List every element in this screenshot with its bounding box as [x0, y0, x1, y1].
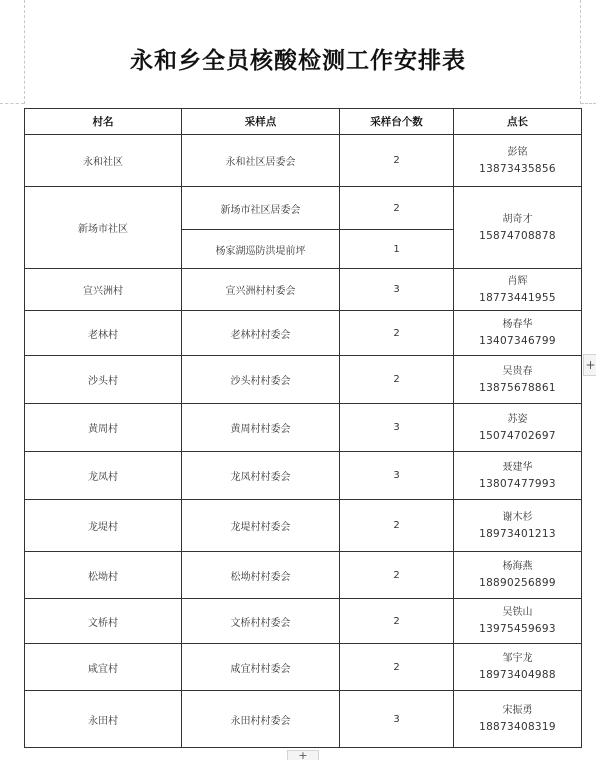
header-leader: 点长	[454, 109, 582, 135]
site-cell: 杨家湖巡防洪堤前坪	[182, 230, 340, 269]
table-row	[25, 644, 582, 691]
count-cell: 3	[340, 404, 454, 452]
site-cell: 龙堤村村委会	[182, 500, 340, 552]
count-cell: 2	[340, 644, 454, 691]
village-cell: 老林村	[25, 311, 182, 356]
table-header-row	[25, 109, 582, 135]
village-cell: 咸宜村	[25, 644, 182, 691]
leader-name: 彭铭	[507, 146, 528, 158]
schedule-table	[24, 108, 582, 748]
table-row	[25, 452, 582, 500]
leader-cell	[454, 452, 582, 500]
leader-cell	[454, 599, 582, 644]
leader-cell	[454, 269, 582, 311]
leader-cell	[454, 691, 582, 748]
count-cell: 2	[340, 135, 454, 187]
table-row	[25, 269, 582, 311]
leader-name: 吴铁山	[502, 607, 533, 618]
leader-phone: 18973404988	[479, 669, 556, 681]
table-row	[25, 691, 582, 748]
village-cell: 松坳村	[25, 552, 182, 599]
count-cell: 2	[340, 311, 454, 356]
site-cell: 咸宜村村委会	[182, 644, 340, 691]
village-cell: 新场市社区	[25, 187, 182, 269]
count-cell: 2	[340, 187, 454, 230]
add-row-button[interactable]: +	[287, 750, 319, 760]
count-cell: 2	[340, 356, 454, 404]
table-row	[25, 311, 582, 356]
site-cell: 永和社区居委会	[182, 135, 340, 187]
margin-guide-top-right	[581, 103, 596, 104]
leader-cell	[454, 187, 582, 269]
table-row	[25, 356, 582, 404]
header-count: 采样台个数	[340, 109, 454, 135]
table-row	[25, 552, 582, 599]
leader-name: 肖辉	[507, 275, 528, 287]
document-title: 永和乡全员核酸检测工作安排表	[130, 47, 466, 74]
village-cell: 龙凤村	[25, 452, 182, 500]
leader-name: 苏姿	[507, 413, 528, 425]
leader-name: 杨春华	[502, 319, 533, 330]
table-row	[25, 187, 582, 230]
site-cell: 永田村村委会	[182, 691, 340, 748]
leader-name: 胡奇才	[502, 213, 533, 225]
leader-phone: 18890256899	[479, 577, 556, 589]
leader-cell	[454, 135, 582, 187]
village-cell: 黄周村	[25, 404, 182, 452]
table-row	[25, 599, 582, 644]
leader-phone: 18973401213	[479, 527, 556, 540]
table-row	[25, 404, 582, 452]
leader-phone: 13875678861	[479, 381, 556, 394]
leader-cell	[454, 311, 582, 356]
leader-name: 谢木杉	[502, 511, 533, 523]
leader-phone: 13873435856	[479, 162, 556, 175]
village-cell: 龙堤村	[25, 500, 182, 552]
leader-cell	[454, 404, 582, 452]
count-cell: 2	[340, 599, 454, 644]
village-cell: 沙头村	[25, 356, 182, 404]
village-cell: 永田村	[25, 691, 182, 748]
count-cell: 3	[340, 452, 454, 500]
count-cell: 3	[340, 691, 454, 748]
add-column-button[interactable]: +	[583, 354, 596, 376]
leader-cell	[454, 552, 582, 599]
header-site: 采样点	[182, 109, 340, 135]
village-cell: 文桥村	[25, 599, 182, 644]
count-cell: 2	[340, 500, 454, 552]
village-cell: 永和社区	[25, 135, 182, 187]
leader-phone: 13407346799	[479, 335, 556, 347]
leader-phone: 13975459693	[479, 623, 556, 635]
leader-phone: 15074702697	[479, 429, 556, 442]
leader-phone: 13807477993	[479, 477, 556, 490]
leader-name: 聂建华	[502, 461, 533, 473]
leader-cell	[454, 644, 582, 691]
count-cell: 3	[340, 269, 454, 311]
table-row	[25, 500, 582, 552]
site-cell: 黄周村村委会	[182, 404, 340, 452]
site-cell: 老林村村委会	[182, 311, 340, 356]
count-cell: 1	[340, 230, 454, 269]
leader-name: 邹宇龙	[502, 653, 533, 664]
leader-cell	[454, 500, 582, 552]
leader-phone: 15874708878	[479, 229, 556, 242]
site-cell: 松坳村村委会	[182, 552, 340, 599]
header-village: 村名	[25, 109, 182, 135]
site-cell: 新场市社区居委会	[182, 187, 340, 230]
leader-phone: 18773441955	[479, 291, 556, 304]
site-cell: 文桥村村委会	[182, 599, 340, 644]
table-row	[25, 135, 582, 187]
leader-name: 宋振勇	[502, 705, 533, 716]
leader-cell	[454, 356, 582, 404]
leader-name: 杨海燕	[502, 561, 533, 572]
leader-phone: 18873408319	[479, 721, 556, 733]
village-cell: 宣兴洲村	[25, 269, 182, 311]
site-cell: 宣兴洲村村委会	[182, 269, 340, 311]
site-cell: 龙凤村村委会	[182, 452, 340, 500]
site-cell: 沙头村村委会	[182, 356, 340, 404]
margin-guide-top-left	[0, 103, 24, 104]
count-cell: 2	[340, 552, 454, 599]
leader-name: 吴贵春	[502, 365, 533, 377]
